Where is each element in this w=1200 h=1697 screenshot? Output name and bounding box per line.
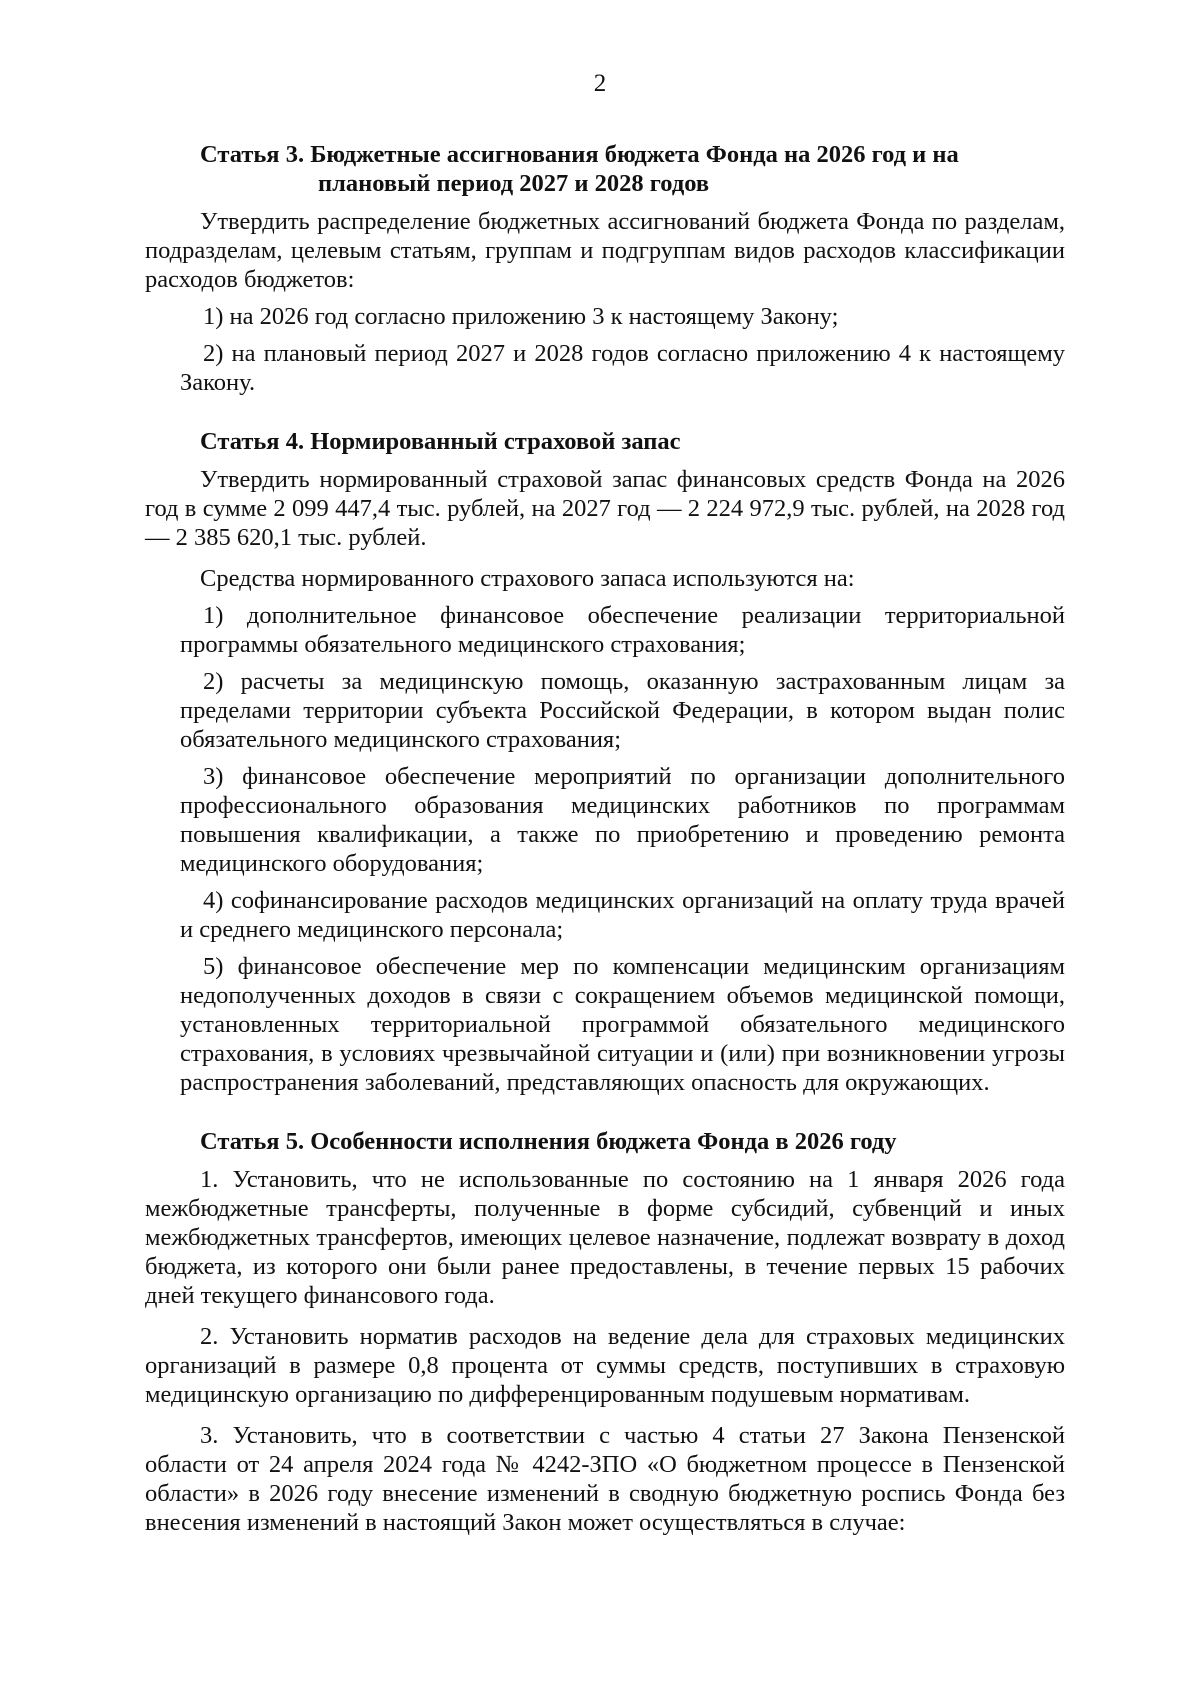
- article-3-intro: Утвердить распределение бюджетных ассигнований бюджета Фонда по разделам, подразделам, целевым статьям, группам и подгруппам видов расходов классификации расходов бюджетов:: [145, 208, 1065, 293]
- article-3-title-line1: Статья 3. Бюджетные ассигнования бюджета Фонда на 2026 год и на: [200, 141, 959, 168]
- article-3-item-2: 2) на плановый период 2027 и 2028 годов согласно приложению 4 к настоящему Закону.: [180, 340, 1065, 396]
- article-4-item-1: 1) дополнительное финансовое обеспечение реализации территориальной программы обязательного медицинского страхования;: [180, 602, 1065, 658]
- article-3-title-line2: плановый период 2027 и 2028 годов: [318, 170, 710, 197]
- article-4-title: Статья 4. Нормированный страховой запас: [200, 428, 681, 455]
- article-5-para-3: 3. Установить, что в соответствии с частью 4 статьи 27 Закона Пензенской области от 24 апреля 2024 года № 4242-ЗПО «О бюджетном процессе в Пензенской области» в 2026 году внесение изменений в сводную бюджетную роспись Фонда без внесения изменений в настоящий Закон может осуществляться в случае:: [145, 1422, 1065, 1536]
- document-body: [145, 140, 1065, 1537]
- article-3-title: [145, 140, 1065, 198]
- article-5-title: Статья 5. Особенности исполнения бюджета Фонда в 2026 году: [200, 1128, 897, 1155]
- article-3-item-1: 1) на 2026 год согласно приложению 3 к настоящему Закону;: [203, 303, 839, 330]
- article-5-para-1: 1. Установить, что не использованные по состоянию на 1 января 2026 года межбюджетные трансферты, полученные в форме субсидий, субвенций и иных межбюджетных трансфертов, имеющих целевое назначение, подлежат возврату в доход бюджета, из которого они были ранее предоставлены, в течение первых 15 рабочих дней текущего финансового года.: [145, 1166, 1065, 1309]
- article-4-item-3: 3) финансовое обеспечение мероприятий по организации дополнительного профессионального образования медицинских работников по программам повышения квалификации, а также по приобретению и проведению ремонта медицинского оборудования;: [180, 763, 1065, 877]
- article-4-item-5: 5) финансовое обеспечение мер по компенсации медицинским организациям недополученных доходов в связи с сокращением объемов медицинской помощи, установленных территориальной программой обязательного медицинского страхования, в условиях чрезвычайной ситуации и (или) при возникновении угрозы распространения заболеваний, представляющих опасность для окружающих.: [180, 953, 1065, 1096]
- page-number: 2: [593, 70, 607, 97]
- article-4-item-4: 4) софинансирование расходов медицинских организаций на оплату труда врачей и среднего медицинского персонала;: [180, 887, 1065, 943]
- article-4-para-2: Средства нормированного страхового запаса используются на:: [200, 565, 855, 592]
- article-5-para-2: 2. Установить норматив расходов на ведение дела для страховых медицинских организаций в размере 0,8 процента от суммы средств, поступивших в страховую медицинскую организацию по дифференцированным подушевым нормативам.: [145, 1323, 1065, 1408]
- article-4-item-2: 2) расчеты за медицинскую помощь, оказанную застрахованным лицам за пределами территории субъекта Российской Федерации, в котором выдан полис обязательного медицинского страхования;: [180, 668, 1065, 753]
- article-4-para-1: Утвердить нормированный страховой запас финансовых средств Фонда на 2026 год в сумме 2 099 447,4 тыс. рублей, на 2027 год — 2 224 972,9 тыс. рублей, на 2028 год — 2 385 620,1 тыс. рублей.: [145, 466, 1065, 551]
